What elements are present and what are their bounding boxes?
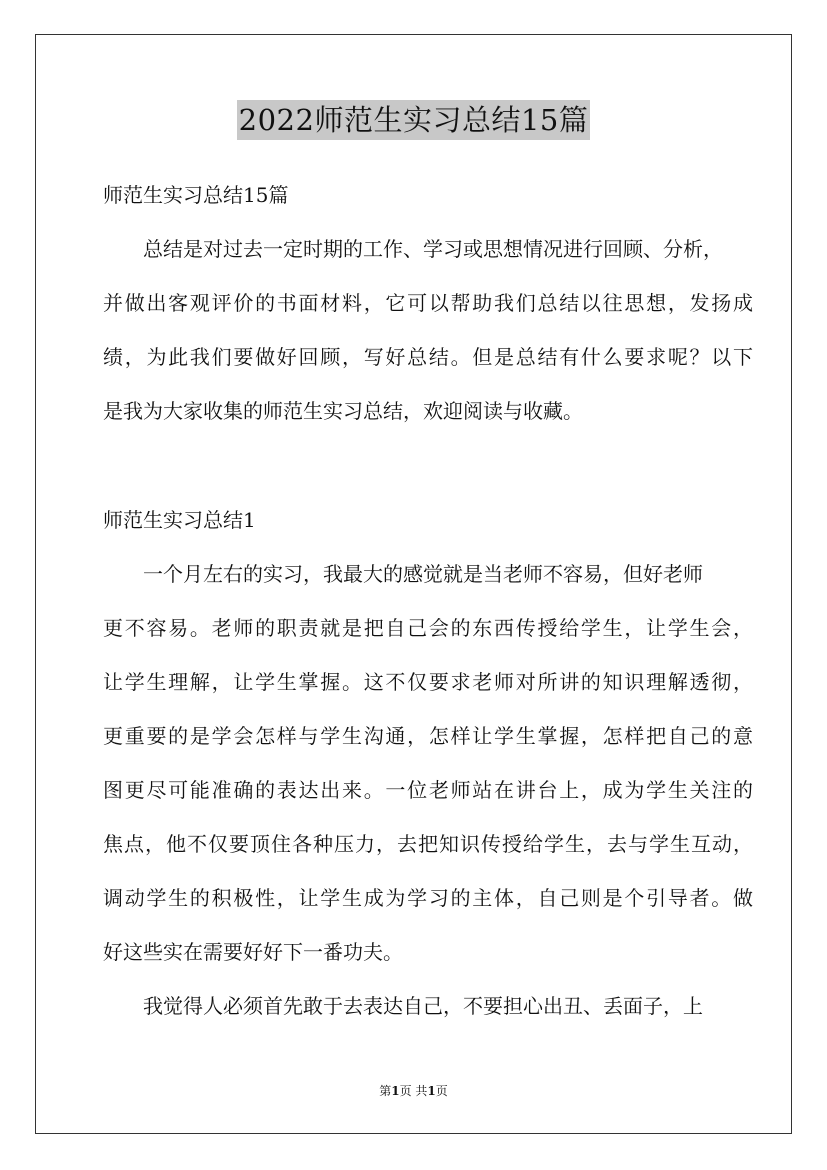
paragraph-line: 并做出客观评价的书面材料，它可以帮助我们总结以往思想，发扬成 xyxy=(103,291,753,315)
paragraph-line: 更重要的是学会怎样与学生沟通，怎样让学生掌握，怎样把自己的意 xyxy=(103,724,753,748)
paragraph-line: 好这些实在需要好好下一番功夫。 xyxy=(103,940,403,964)
page-footer xyxy=(0,1083,827,1099)
section-heading: 师范生实习总结1 xyxy=(103,508,256,532)
paragraph-line: 更不容易。老师的职责就是把自己会的东西传授给学生，让学生会， xyxy=(103,616,753,640)
footer-total-pages: 1 xyxy=(427,1084,436,1098)
paragraph-line: 焦点，他不仅要顶住各种压力，去把知识传授给学生，去与学生互动， xyxy=(103,832,753,856)
section-heading: 师范生实习总结15篇 xyxy=(103,183,289,207)
footer-page-number: 1 xyxy=(391,1084,400,1098)
footer-mid: 页 共 xyxy=(399,1084,428,1098)
paragraph-line: 一个月左右的实习，我最大的感觉就是当老师不容易，但好老师 xyxy=(143,562,703,586)
document-title: 2022师范生实习总结15篇 xyxy=(237,100,591,140)
footer-prefix: 第 xyxy=(379,1084,392,1098)
paragraph-line: 绩，为此我们要做好回顾，写好总结。但是总结有什么要求呢？以下 xyxy=(103,345,753,369)
paragraph-line: 是我为大家收集的师范生实习总结，欢迎阅读与收藏。 xyxy=(103,399,583,423)
paragraph-line: 图更尽可能准确的表达出来。一位老师站在讲台上，成为学生关注的 xyxy=(103,778,753,802)
paragraph-line: 调动学生的积极性，让学生成为学习的主体，自己则是个引导者。做 xyxy=(103,886,753,910)
paragraph-line: 让学生理解，让学生掌握。这不仅要求老师对所讲的知识理解透彻， xyxy=(103,670,753,694)
footer-suffix: 页 xyxy=(435,1084,448,1098)
paragraph-line: 我觉得人必须首先敢于去表达自己，不要担心出丑、丢面子，上 xyxy=(143,994,703,1018)
paragraph-line: 总结是对过去一定时期的工作、学习或思想情况进行回顾、分析， xyxy=(143,237,723,261)
